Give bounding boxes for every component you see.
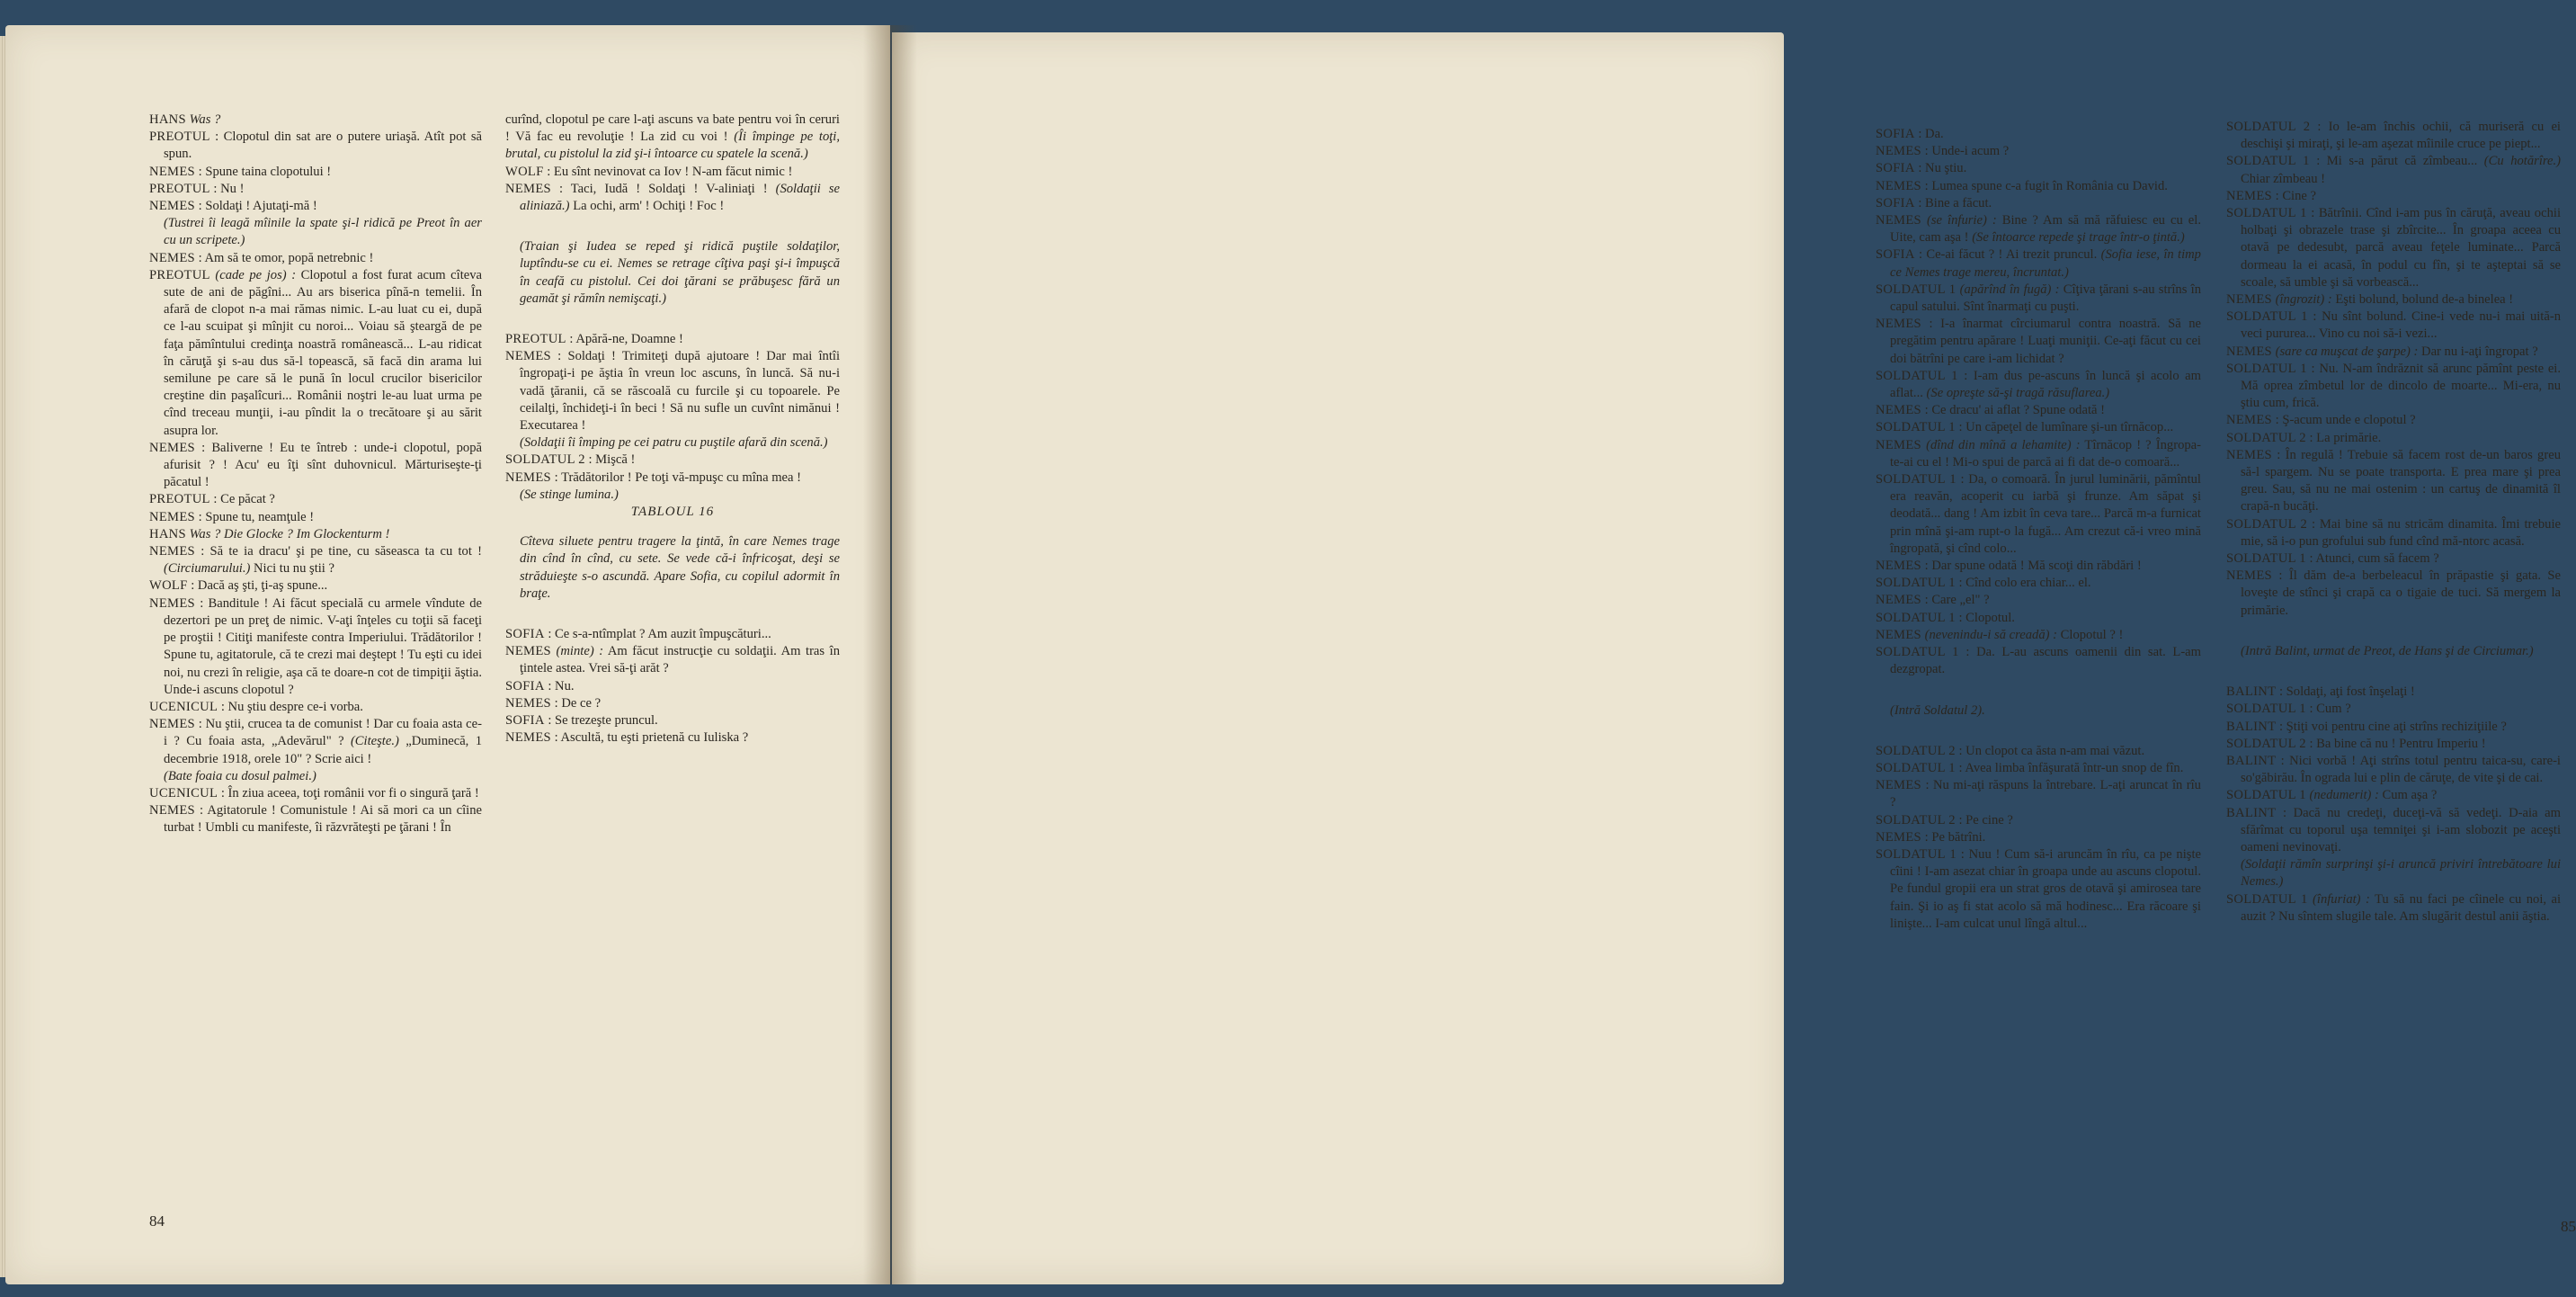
speaker-name: SOLDATUL 1: [2226, 702, 2306, 717]
speaker-name: SOLDATUL 2: [2226, 736, 2306, 751]
dialogue-text: Clopotul.: [1965, 610, 2015, 625]
dialogue-line: [1876, 437, 2201, 471]
dialogue-text: Tu să nu faci pe cîinele cu noi, ai auzit ? Nu sîntem slugile tale. Am slugărit destul anii ăştia.: [2241, 891, 2561, 924]
dialogue-text: Nu ştiu.: [1925, 161, 1967, 176]
speaker-name: NEMES: [149, 717, 195, 732]
stage-direction: Cîteva siluete pentru tragere la ţintă, în care Nemes trage din cînd în cînd, cu sete. Se vede că-i înfricoşat, deşi se străduieşte s-o ascundă. Apare Sofia, cu copilul adormit în braţe.: [520, 534, 840, 601]
dialogue-line: PREOTUL : Clopotul din sat are o putere uriaşă. Atît pot să spun.: [149, 130, 482, 162]
dialogue-line: UCENICUL : În ziua aceea, toţi românii vor fi o singură ţară !: [149, 785, 479, 801]
dialogue-text: Cîţiva ţărani s-au strîns în capul satului. Sînt înarmaţi cu puşti.: [1890, 282, 2201, 315]
dialogue-line: NEMES : Soldaţi ! Trimiteţi după ajutoare ! Dar mai întîi îngropaţi-i pe ăştia în vreun loc ascuns, în luncă. Să nu-i vadă ţăranii, că se răscoală cu furcile şi cu topoarele. Pe ceilalţi, închideţi-i în beci ! Să nu sufle un cuvînt nimănui ! Executarea !: [505, 349, 841, 434]
speaker-name: SOFIA: [505, 713, 545, 729]
spacer: [505, 308, 840, 331]
speaker-name: NEMES: [149, 199, 195, 214]
dialogue-line: NEMES : Cine ?: [2226, 188, 2317, 203]
speaker-name: SOFIA: [1876, 127, 1915, 141]
dialogue-text: Mişcă !: [595, 452, 636, 468]
dialogue-text: Banditule ! Ai făcut specială cu armele vîndute de dezertori pe un preţ de nimic. V-aţi înţeles cu toţii să faceţi pe proştii ! Citiţi manifeste contra Imperiului. Trădătorilor ! Spune tu, agitatorule, că te crezi mai deştept ! Tu eşti cu idei noi, nu crezi în religie, aşa că te doare-n cot de timpiţii ăştia. Unde-i ascuns clopotul ?: [164, 595, 483, 697]
dialogue-line: NEMES : Pe bătrîni.: [1876, 829, 1986, 845]
dialogue-line: [1876, 212, 2201, 246]
stage-direction-inline: (Se opreşte să-şi tragă răsuflarea.): [1926, 386, 2110, 401]
dialogue-text: Bătrînii. Cînd i-am pus în căruţă, aveau ochii holbaţi şi obrazele trase şi zbîrcite... În groapa aceea cu otavă pe dedesubt, parcă aveau feţele luminate... Parcă dormeau la ei acasă, în podul cu fîn, şi te aşteptai să se scoale, să umble şi să vorbească...: [2241, 206, 2561, 290]
dialogue-text: În regulă ! Trebuie să facem rost de-un baros greu să-l spargem. Nu se poate transporta. E prea mare şi prea greu. Sau, să nu ne mai ostenim : un cartuş de dinamită îl crapă-n bucăţi.: [2241, 447, 2561, 514]
dialogue-line: SOLDATUL 2 : Mişcă !: [505, 452, 636, 468]
dialogue-line: [505, 112, 840, 164]
dialogue-text: Nu. N-am îndrăznit să arunc pămînt peste ei. Mă oprea zîmbetul lor de dincolo de moarte... Mi-era, nu ştiu cum, frică.: [2241, 361, 2562, 411]
speaker-name: NEMES: [1876, 403, 1921, 418]
stage-direction: (Soldaţii îi împing pe cei patru cu puştile afară din scenă.): [520, 435, 828, 451]
dialogue-line: [149, 267, 482, 440]
dialogue-text: curînd, clopotul pe care l-aţi ascuns va bate pentru voi în ceruri ! Vă fac eu revoluţie ! La zid cu voi !: [505, 112, 840, 145]
speaker-name: BALINT: [2226, 753, 2277, 768]
dialogue-line: NEMES : Nu mi-aţi răspuns la întrebare. L-aţi aruncat în rîu ?: [1876, 778, 2201, 810]
dialogue-text: Dacă nu credeţi, duceţi-vă să vedeţi. D-aia am sfărîmat cu toporul uşa temniţei şi i-am slobozit pe aceşti oameni nevinovaţi.: [2241, 805, 2561, 854]
dialogue-line: NEMES : Spune tu, neamţule !: [149, 509, 315, 524]
dialogue-text: Soldaţi ! Trimiteţi după ajutoare ! Dar mai întîi îngropaţi-i pe ăştia în vreun loc ascuns, în luncă. Să nu-i vadă ţăranii, că se răscoală cu furcile şi cu topoarele. Pe ceilalţi, închideţi-i în beci ! Să nu sufle un cuvînt nimănui ! Executarea !: [520, 349, 841, 434]
dialogue-text: Un căpeţel de lumînare şi-un tîrnăcop...: [1965, 420, 2174, 435]
speaker-name: NEMES: [1876, 317, 1921, 332]
dialogue-text: Taci, Iudă ! Soldaţi ! V-aliniaţi !: [570, 181, 768, 196]
stage-direction-inline: (Soldaţii se aliniază.): [520, 181, 841, 214]
dialogue-text: Nu mi-aţi răspuns la întrebare. L-aţi aruncat în rîu ?: [1890, 778, 2201, 810]
dialogue-line: SOLDATUL 2 : Io le-am închis ochii, că muriseră cu ei deschişi şi miraţi, şi le-am aşezat mîinile cruce pe piept...: [2226, 120, 2561, 152]
dialogue-line: SOFIA : Nu.: [505, 678, 575, 693]
dialogue-text: Ce s-a-ntîmplat ? Am auzit împuşcături...: [555, 627, 771, 642]
dialogue-line: SOFIA : Ce-ai făcut ? ! Ai trezit pruncul. (Sofia iese, în timp ce Nemes trage mereu, încruntat.): [1876, 247, 2201, 280]
speaker-name: BALINT: [2226, 719, 2277, 734]
speaker-name: SOLDATUL 1: [1876, 368, 1958, 383]
speaker-name: SOLDATUL 2: [1876, 812, 1956, 827]
dialogue-text: La primărie.: [2316, 430, 2382, 445]
dialogue-text: Soldaţi ! Ajutaţi-mă !: [205, 199, 317, 214]
speaker-name: NEMES: [1876, 213, 1921, 228]
dialogue-line: [2226, 787, 2561, 804]
dialogue-line: NEMES : Lumea spune c-a fugit în România cu David.: [1876, 178, 2168, 193]
stage-direction-inline: (sare ca muşcat de şarpe) :: [2275, 344, 2419, 359]
speaker-name: NEMES: [1876, 178, 1921, 193]
dialogue-text: Mi s-a părut că zîmbeau...: [2326, 154, 2478, 169]
dialogue-text: Dacă aş şti, ţi-aş spune...: [197, 578, 328, 594]
stage-direction: (Tustrei îi leagă mîinile la spate şi-l ridică pe Preot în aer cu un scripete.): [164, 216, 482, 248]
dialogue-text: Dar nu i-aţi îngropat ?: [2421, 344, 2538, 359]
dialogue-text: Ş-acum unde e clopotul ?: [2282, 413, 2416, 428]
speaker-name: SOLDATUL 1: [1876, 645, 1959, 660]
speaker-name: NEMES: [1876, 559, 1921, 574]
dialogue-text: Nu.: [555, 678, 575, 693]
stage-direction: (Soldaţii rămîn surprinşi şi-i aruncă priviri întrebătoare lui Nemes.): [2241, 857, 2561, 890]
dialogue-text: Cum ?: [2316, 702, 2351, 717]
dialogue-line: NEMES : Baliverne ! Eu te întreb : unde-i clopotul, popă afurisit ? ! Acu' eu îţi sînt duhovnicul. Mărturiseşte-ţi păcatul !: [149, 440, 482, 490]
stage-direction-inline: (minte) :: [556, 644, 604, 659]
dialogue-text: Clopotul din sat are o putere uriaşă. Atît pot să spun.: [164, 130, 482, 162]
dialogue-text: I-a înarmat cîrciumarul contra noastră. Să ne pregătim pentru apărare ! Luaţi muniţii. Ce-aţi făcut cu cei doi bătrîni pe care i-am lichidat ?: [1890, 317, 2201, 366]
spacer: [2226, 660, 2561, 684]
speaker-name: SOFIA: [1876, 161, 1915, 176]
speaker-name: SOLDATUL 1: [1876, 420, 1956, 435]
dialogue-text: Spune taina clopotului !: [205, 164, 332, 179]
dialogue-line: SOLDATUL 1 : Mi s-a părut că zîmbeau... (Cu hotărîre.) Chiar zîmbeau !: [2226, 154, 2561, 186]
dialogue-text: Lumea spune c-a fugit în România cu David.: [1931, 178, 2168, 193]
dialogue-text: Nici vorbă ! Aţi strîns totul pentru taica-su, care-i so'găbirău. În ograda lui e plin de căruţe, de vite şi de cai.: [2241, 753, 2561, 786]
dialogue-text: Ce dracu' ai aflat ? Spune odată !: [1931, 403, 2105, 418]
right-column-2: [2226, 119, 2561, 926]
speaker-name: SOLDATUL 2: [505, 452, 585, 468]
dialogue-text: Cînd colo era chiar... el.: [1965, 576, 2091, 591]
speaker-name: UCENICUL: [149, 785, 218, 801]
dialogue-text: Nici tu nu ştii ?: [254, 561, 334, 577]
dialogue-line: SOLDATUL 2 : Mai bine să nu stricăm dinamita. Îmi trebuie mie, să i-o pun grofului sub fund cînd mă-ntorc acasă.: [2226, 516, 2561, 549]
dialogue-text: Eşti bolund, bolund de-a binelea !: [2335, 292, 2514, 308]
speaker-name: SOLDATUL 1: [1876, 472, 1957, 487]
dialogue-line: NEMES : Unde-i acum ?: [1876, 144, 2010, 159]
speaker-name: SOLDATUL 1: [2226, 206, 2307, 221]
dialogue-text: Clopotul ? !: [2060, 627, 2124, 642]
stage-direction-inline: (Circiumarului.): [164, 561, 251, 577]
dialogue-line: SOLDATUL 2 : La primărie.: [2226, 430, 2382, 445]
speaker-name: NEMES: [505, 349, 551, 364]
spacer: [1876, 679, 2201, 702]
speaker-name: HANS: [149, 526, 186, 541]
dialogue-line: [149, 526, 482, 543]
speaker-name: SOLDATUL 1: [2226, 891, 2308, 907]
speaker-name: NEMES: [2226, 188, 2272, 203]
dialogue-text: Soldaţi, aţi fost înşelaţi !: [2286, 684, 2415, 700]
dialogue-line: BALINT : Soldaţi, aţi fost înşelaţi !: [2226, 684, 2415, 700]
speaker-name: SOLDATUL 1: [2226, 154, 2310, 169]
dialogue-text: La ochi, arm' ! Ochiţi ! Foc !: [573, 199, 725, 214]
dialogue-text: Pe cine ?: [1965, 812, 2013, 827]
speaker-name: SOLDATUL 1: [1876, 846, 1957, 862]
speaker-name: NEMES: [2226, 344, 2272, 359]
speaker-name: NEMES: [2226, 447, 2272, 462]
speaker-name: BALINT: [2226, 805, 2277, 820]
dialogue-text: Bine a făcut.: [1925, 195, 1992, 210]
dialogue-line: [149, 112, 482, 129]
dialogue-line: NEMES : Am să te omor, popă netrebnic !: [149, 250, 374, 265]
dialogue-text: Pe bătrîni.: [1931, 829, 1986, 845]
dialogue-text: Să te ia dracu' şi pe tine, cu săseasca ta cu tot !: [209, 544, 482, 559]
dialogue-line: SOLDATUL 2 : Ba bine că nu ! Pentru Imperiu !: [2226, 736, 2486, 751]
speaker-name: NEMES: [505, 730, 551, 746]
dialogue-line: [1876, 282, 2201, 316]
dialogue-line: UCENICUL : Nu ştiu despre ce-i vorba.: [149, 699, 363, 714]
spacer: [1876, 720, 2201, 743]
dialogue-line: SOFIA : Da.: [1876, 127, 1944, 141]
speaker-name: NEMES: [149, 595, 195, 611]
dialogue-text: Da, o comoară. În jurul luminării, pămîntul era reavăn, acoperit cu iarbă şi frunze. Am săpat şi deodată... dang ! Am izbit în ceva tare... Parcă m-a furnicat prin mînă şi-am rupt-o la fugă... Am crezut că-i vreo mină îngropată, şi cînd colo...: [1890, 472, 2201, 556]
dialogue-line: SOLDATUL 1 : Nuu ! Cum să-i aruncăm în rîu, ca pe nişte cîini ! I-am asezat chiar în groapa unde au ascuns clopotul. Pe fundul gropii era un strat gros de otavă şi amirosea tare fain. Şi io aş fi stat acolo să mă hodinesc... Era răcoare şi linişte... I-am culcat unul lîngă altul...: [1876, 846, 2201, 931]
speaker-name: PREOTUL: [149, 267, 210, 282]
speaker-name: NEMES: [2226, 413, 2272, 428]
dialogue-line: NEMES : Care „el" ?: [1876, 593, 1990, 608]
stage-direction: (Se stinge lumina.): [520, 487, 619, 502]
speaker-name: SOFIA: [1876, 247, 1915, 263]
right-column-1: [1876, 126, 2201, 933]
dialogue-line: NEMES : Să te ia dracu' şi pe tine, cu săseasca ta cu tot ! (Circiumarului.) Nici tu nu ştii ?: [149, 544, 482, 577]
left-column-2: [505, 112, 840, 747]
speaker-name: NEMES: [149, 440, 195, 455]
dialogue-text: Mai bine să nu stricăm dinamita. Îmi trebuie mie, să i-o pun grofului sub fund cînd mă-ntorc acasă.: [2241, 516, 2561, 549]
speaker-name: SOLDATUL 1: [1876, 760, 1956, 775]
speaker-name: SOLDATUL 2: [1876, 743, 1956, 758]
left-column-1: [149, 112, 482, 837]
speaker-name: SOFIA: [505, 627, 545, 642]
dialogue-line: SOLDATUL 1 : Da. L-au ascuns oamenii din sat. L-am dezgropat.: [1876, 645, 2202, 677]
stage-direction-inline: (se înfurie) :: [1927, 213, 1997, 228]
stage-direction-inline: (înfuriat) :: [2313, 891, 2370, 907]
speaker-name: NEMES: [1876, 829, 1921, 845]
dialogue-text: Ce păcat ?: [220, 492, 275, 507]
spacer: [505, 215, 840, 238]
stage-direction-inline: Was ?: [189, 112, 221, 127]
stage-direction: (Bate foaia cu dosul palmei.): [164, 768, 316, 783]
speaker-name: NEMES: [149, 544, 195, 559]
dialogue-line: SOFIA : Bine a făcut.: [1876, 195, 1992, 210]
dialogue-line: [2226, 344, 2561, 361]
dialogue-line: SOLDATUL 1 : Da, o comoară. În jurul luminării, pămîntul era reavăn, acoperit cu iarbă şi frunze. Am săpat şi deodată... dang ! Am izbit în ceva tare... Parcă m-a furnicat prin mînă şi-am rupt-o la fugă... Am crezut că-i vreo mină îngropată, şi cînd colo...: [1876, 472, 2201, 556]
stage-direction-inline: (dînd din mînă a lehamite) :: [1926, 437, 2081, 452]
speaker-name: NEMES: [149, 250, 195, 265]
page-number-left: 84: [149, 1212, 165, 1230]
dialogue-text: Tîrnăcop ! ? Îngropa-te-ai cu el ! Mi-o spui de parcă ai fi dat de-o comoară...: [1890, 437, 2202, 470]
dialogue-line: SOLDATUL 1 : Atunci, cum să facem ?: [2226, 551, 2439, 567]
dialogue-line: SOLDATUL 1 : I-am dus pe-ascuns în luncă şi acolo am aflat... (Se opreşte să-şi tragă răsuflarea.): [1876, 368, 2201, 401]
speaker-name: NEMES: [1876, 778, 1921, 793]
dialogue-line: NEMES : De ce ?: [505, 695, 602, 711]
dialogue-line: [1876, 627, 2201, 644]
speaker-name: SOLDATUL 2: [2226, 120, 2311, 134]
dialogue-text: Spune tu, neamţule !: [205, 509, 315, 524]
speaker-name: SOLDATUL 1: [2226, 551, 2306, 567]
dialogue-text: De ce ?: [561, 695, 602, 711]
dialogue-line: SOFIA : Se trezeşte pruncul.: [505, 713, 658, 729]
speaker-name: UCENICUL: [149, 699, 218, 714]
speaker-name: WOLF: [505, 164, 544, 179]
dialogue-line: SOLDATUL 1 : Bătrînii. Cînd i-am pus în căruţă, aveau ochii holbaţi şi obrazele trase şi zbîrcite... În groapa aceea cu otavă pe dedesubt, parcă aveau feţele luminate... Parcă dormeau la ei acasă, în podul cu fîn, şi te aşteptai să se scoale, să umble şi să vorbească...: [2226, 206, 2561, 290]
dialogue-text: Avea limba înfăşurată într-un snop de fîn.: [1965, 760, 2184, 775]
dialogue-text: Ce-ai făcut ? ! Ai trezit pruncul.: [1926, 247, 2098, 263]
stage-direction-inline: (îngrozit) :: [2275, 292, 2332, 308]
dialogue-line: NEMES : Ş-acum unde e clopotul ?: [2226, 413, 2416, 428]
speaker-name: NEMES: [505, 644, 551, 659]
spacer: [2226, 620, 2561, 643]
scene-heading: TABLOUL 16: [630, 505, 715, 520]
stage-direction: (Intră Balint, urmat de Preot, de Hans şi de Circiumar.): [2241, 643, 2534, 658]
stage-direction-inline: (Îi împinge pe toţi, brutal, cu pistolul la zid şi-i întoarce cu spatele la scenă.): [505, 130, 841, 162]
speaker-name: HANS: [149, 112, 186, 127]
stage-direction-inline: (apărînd în fugă) :: [1959, 282, 2060, 297]
dialogue-text: În ziua aceea, toţi românii vor fi o singură ţară !: [227, 785, 479, 801]
stage-direction: (Traian şi Iudea se reped şi ridică puştile soldaţilor, luptîndu-se cu ei. Nemes se retrage cîţiva paşi şi-i împuşcă în ceafă cu pistolul. Cei doi ţărani se prăbuşesc fără un geamăt şi rămîn nemişcaţi.): [520, 239, 840, 306]
page-number-right: 85: [2561, 1218, 2576, 1235]
speaker-name: SOLDATUL 1: [2226, 788, 2306, 803]
speaker-name: SOLDATUL 1: [1876, 576, 1956, 591]
dialogue-line: NEMES : Banditule ! Ai făcut specială cu armele vîndute de dezertori pe un preţ de nimic. V-aţi înţeles cu toţii să faceţi pe proştii ! Citiţi manifeste contra Imperiului. Trădătorilor ! Spune tu, agitatorule, că te crezi mai deştept ! Tu eşti cu idei noi, nu crezi în religie, aşa că te doare-n cot de timpiţii ăştia. Unde-i ascuns clopotul ?: [149, 595, 483, 697]
dialogue-line: SOLDATUL 1 : Nu. N-am îndrăznit să arunc pămînt peste ei. Mă oprea zîmbetul lor de dincolo de moarte... Mi-era, nu ştiu cum, frică.: [2226, 361, 2562, 411]
dialogue-text: Cum aşa ?: [2382, 788, 2438, 803]
stage-direction-inline: (cade pe jos) :: [215, 267, 297, 282]
dialogue-text: Nu ştii, crucea ta de comunist ! Dar cu foaia asta ce-i ? Cu foaia asta, „Adevărul" ?: [164, 717, 482, 749]
right-page: [892, 32, 2576, 1284]
dialogue-text: Un clopot ca ăsta n-am mai văzut.: [1965, 743, 2145, 758]
dialogue-text: Se trezeşte pruncul.: [555, 713, 658, 729]
speaker-name: NEMES: [1876, 627, 1921, 642]
speaker-name: SOFIA: [1876, 195, 1915, 210]
dialogue-text: Atunci, cum să facem ?: [2315, 551, 2439, 567]
speaker-name: SOLDATUL 1: [2226, 309, 2308, 325]
speaker-name: NEMES: [1876, 593, 1921, 608]
stage-direction-inline: (Citeşte.): [350, 734, 399, 749]
dialogue-line: SOFIA : Ce s-a-ntîmplat ? Am auzit împuşcături...: [505, 627, 771, 642]
dialogue-text: Unde-i acum ?: [1931, 144, 2010, 159]
dialogue-text: Io le-am închis ochii, că muriseră cu ei deschişi şi miraţi, şi le-am aşezat mîinile cruce pe piept...: [2241, 120, 2561, 152]
stage-direction-inline: (Se întoarce repede şi trage într-o ţintă.): [1972, 230, 2185, 246]
dialogue-text: Ascultă, tu eşti prietenă cu Iuliska ?: [560, 730, 749, 746]
dialogue-line: SOFIA : Nu ştiu.: [1876, 161, 1967, 176]
dialogue-line: SOLDATUL 2 : Un clopot ca ăsta n-am mai văzut.: [1876, 743, 2145, 758]
dialogue-line: SOLDATUL 2 : Pe cine ?: [1876, 812, 2013, 827]
dialogue-text: Trădătorilor ! Pe toţi vă-mpuşc cu mîna mea !: [561, 470, 802, 485]
dialogue-line: BALINT : Ştiţi voi pentru cine aţi strîns rechiziţiile ?: [2226, 719, 2507, 734]
speaker-name: SOLDATUL 1: [1876, 610, 1956, 625]
dialogue-line: NEMES : I-a înarmat cîrciumarul contra noastră. Să ne pregătim pentru apărare ! Luaţi muniţii. Ce-aţi făcut cu cei doi bătrîni pe care i-am lichidat ?: [1876, 317, 2201, 366]
dialogue-line: NEMES : Îl dăm de-a berbeleacul în prăpastie şi gata. Se loveşte de stînci şi crapă ca o tigaie de tuci. Să mergem la primărie.: [2226, 568, 2561, 618]
speaker-name: SOLDATUL 2: [2226, 516, 2308, 532]
dialogue-line: [2226, 291, 2561, 309]
speaker-name: SOLDATUL 1: [2226, 361, 2307, 376]
dialogue-line: NEMES : Spune taina clopotului !: [149, 164, 332, 179]
dialogue-line: NEMES : Agitatorule ! Comunistule ! Ai să mori ca un cîine turbat ! Umbli cu manifeste, îi răzvrăteşti pe ţărani ! În: [149, 803, 483, 836]
dialogue-line: NEMES : Dar spune odată ! Mă scoţi din răbdări !: [1876, 559, 2142, 574]
dialogue-line: PREOTUL : Apără-ne, Doamne !: [505, 332, 683, 347]
dialogue-text: Îl dăm de-a berbeleacul în prăpastie şi gata. Se loveşte de stînci şi crapă ca o tigaie de tuci. Să mergem la primărie.: [2241, 568, 2561, 618]
speaker-name: NEMES: [149, 164, 195, 179]
dialogue-text: Nu sînt bolund. Cine-i vede nu-i mai uită-n veci pururea... Vino cu noi să-i vezi...: [2241, 309, 2561, 342]
dialogue-text: Dar spune odată ! Mă scoţi din răbdări !: [1931, 559, 2142, 574]
dialogue-line: SOLDATUL 1 : Cînd colo era chiar... el.: [1876, 576, 2091, 591]
speaker-name: BALINT: [2226, 684, 2277, 700]
dialogue-line: SOLDATUL 1 : Un căpeţel de lumînare şi-un tîrnăcop...: [1876, 420, 2174, 435]
dialogue-line: WOLF : Dacă aş şti, ţi-aş spune...: [149, 578, 328, 594]
dialogue-text: Da.: [1925, 127, 1944, 141]
dialogue-line: SOLDATUL 1 : Cum ?: [2226, 702, 2351, 717]
speaker-name: WOLF: [149, 578, 188, 594]
speaker-name: PREOTUL: [149, 130, 210, 145]
dialogue-line: NEMES : Taci, Iudă ! Soldaţi ! V-aliniaţi ! (Soldaţii se aliniază.) La ochi, arm' ! Ochiţi ! Foc !: [505, 181, 841, 214]
dialogue-text: Nu ştiu despre ce-i vorba.: [227, 699, 363, 714]
dialogue-text: Da. L-au ascuns oamenii din sat. L-am dezgropat.: [1890, 645, 2202, 677]
speaker-name: NEMES: [505, 695, 551, 711]
dialogue-text: Eu sînt nevinovat ca Iov ! N-am făcut nimic !: [553, 164, 793, 179]
spacer: [505, 603, 840, 626]
dialogue-text: Am să te omor, popă netrebnic !: [204, 250, 374, 265]
dialogue-text: Agitatorule ! Comunistule ! Ai să mori ca un cîine turbat ! Umbli cu manifeste, îi răzvrăteşti pe ţărani ! În: [164, 803, 483, 836]
speaker-name: NEMES: [149, 509, 195, 524]
dialogue-text: Clopotul a fost furat acum cîteva sute de ani de păgîni... Au ars biserica pînă-n temelii. În afară de clopot n-a mai rămas nimic. L-au luat cu ei, după ce l-au scuipat şi mînjit cu noroi... Voiau să şteargă de pe faţa pămîntului credinţa noastră românească... L-au ridicat în căruţă şi s-au dus să-l topească, să facă din arama lui semilune pe care să le pună în locul crucilor bisericilor creştine din paşalîcuri... Românii noştri le-au luat urma pe cînd treceau munţii, i-au pîndit la o trecătoare şi au sărit asupra lor.: [164, 267, 483, 438]
dialogue-line: NEMES : Ce dracu' ai aflat ? Spune odată !: [1876, 403, 2105, 418]
stage-direction-inline: Was ? Die Glocke ? Im Glockenturm !: [189, 526, 390, 541]
speaker-name: SOLDATUL 2: [2226, 430, 2306, 445]
speaker-name: PREOTUL: [149, 181, 210, 196]
dialogue-line: BALINT : Dacă nu credeţi, duceţi-vă să vedeţi. D-aia am sfărîmat cu toporul uşa temniţei şi i-am slobozit pe aceşti oameni nevinovaţi.: [2226, 805, 2561, 854]
dialogue-line: PREOTUL : Nu !: [149, 181, 245, 196]
dialogue-text: I-am dus pe-ascuns în luncă şi acolo am aflat...: [1890, 368, 2201, 401]
stage-direction-inline: (nedumerit) :: [2309, 788, 2379, 803]
speaker-name: PREOTUL: [505, 332, 566, 347]
speaker-name: SOLDATUL 1: [1876, 282, 1957, 297]
speaker-name: NEMES: [149, 803, 195, 818]
dialogue-text: „Duminecă, 1 decembrie 1918, orele 10" ? Scrie aici !: [164, 734, 483, 766]
dialogue-text: Cine ?: [2282, 188, 2317, 203]
dialogue-text: Am făcut instrucţie cu soldaţii. Am tras în ţintele astea. Vrei să-ţi arăt ?: [520, 644, 840, 676]
speaker-name: NEMES: [2226, 568, 2272, 584]
stage-direction-inline: (Cu hotărîre.): [2483, 154, 2561, 169]
speaker-name: PREOTUL: [149, 492, 210, 507]
dialogue-line: SOLDATUL 1 : Nu sînt bolund. Cine-i vede nu-i mai uită-n veci pururea... Vino cu noi să-i vezi...: [2226, 309, 2561, 342]
dialogue-line: NEMES : În regulă ! Trebuie să facem rost de-un baros greu să-l spargem. Nu se poate transporta. E prea mare şi prea greu. Sau, să nu ne mai ostenim : un cartuş de dinamită îl crapă-n bucăţi.: [2226, 447, 2561, 514]
dialogue-line: NEMES : Soldaţi ! Ajutaţi-mă !: [149, 199, 317, 214]
dialogue-text: Care „el" ?: [1931, 593, 1990, 608]
speaker-name: NEMES: [505, 181, 551, 196]
left-page: [5, 25, 890, 1284]
dialogue-text: Nu !: [220, 181, 245, 196]
stage-direction: (Intră Soldatul 2).: [1890, 702, 1985, 718]
stage-direction-inline: (Sofia iese, în timp ce Nemes trage mereu, încruntat.): [1890, 247, 2201, 280]
dialogue-line: BALINT : Nici vorbă ! Aţi strîns totul pentru taica-su, care-i so'găbirău. În ograda lui e plin de căruţe, de vite şi de cai.: [2226, 753, 2561, 786]
speaker-name: NEMES: [1876, 144, 1921, 159]
dialogue-text: Apără-ne, Doamne !: [575, 332, 683, 347]
dialogue-line: SOLDATUL 1 : Clopotul.: [1876, 610, 2015, 625]
dialogue-line: PREOTUL : Ce păcat ?: [149, 492, 275, 507]
speaker-name: SOFIA: [505, 678, 545, 693]
speaker-name: NEMES: [1876, 437, 1921, 452]
dialogue-line: [2226, 891, 2561, 926]
speaker-name: NEMES: [2226, 292, 2272, 308]
dialogue-text: Bine ? Am să mă răfuiesc eu cu el. Uite, cam aşa !: [1890, 213, 2201, 246]
dialogue-line: SOLDATUL 1 : Avea limba înfăşurată într-un snop de fîn.: [1876, 760, 2184, 775]
stage-direction-inline: (nevenindu-i să creadă) :: [1924, 627, 2057, 642]
dialogue-line: [505, 643, 840, 677]
dialogue-text: Baliverne ! Eu te întreb : unde-i clopotul, popă afurisit ? ! Acu' eu îţi sînt duhovnicul. Mărturiseşte-ţi păcatul !: [164, 440, 482, 490]
dialogue-text: Ştiţi voi pentru cine aţi strîns rechiziţiile ?: [2286, 719, 2507, 734]
dialogue-line: WOLF : Eu sînt nevinovat ca Iov ! N-am făcut nimic !: [505, 164, 793, 179]
dialogue-text: Nuu ! Cum să-i aruncăm în rîu, ca pe nişte cîini ! I-am asezat chiar în groapa unde au ascuns clopotul. Pe fundul gropii era un strat gros de otavă şi amirosea tare fain. Şi io aş fi stat acolo să mă hodinesc... Era răcoare şi linişte... I-am culcat unul lîngă altul...: [1890, 846, 2201, 931]
dialogue-line: NEMES : Nu ştii, crucea ta de comunist ! Dar cu foaia asta ce-i ? Cu foaia asta, „Adevărul" ? (Citeşte.) „Duminecă, 1 decembrie 1918, orele 10" ? Scrie aici !: [149, 717, 483, 766]
speaker-name: NEMES: [505, 470, 551, 485]
dialogue-line: NEMES : Trădătorilor ! Pe toţi vă-mpuşc cu mîna mea !: [505, 470, 802, 485]
dialogue-line: NEMES : Ascultă, tu eşti prietenă cu Iuliska ?: [505, 730, 749, 746]
dialogue-text: Ba bine că nu ! Pentru Imperiu !: [2316, 736, 2486, 751]
dialogue-text: Chiar zîmbeau !: [2241, 171, 2326, 186]
